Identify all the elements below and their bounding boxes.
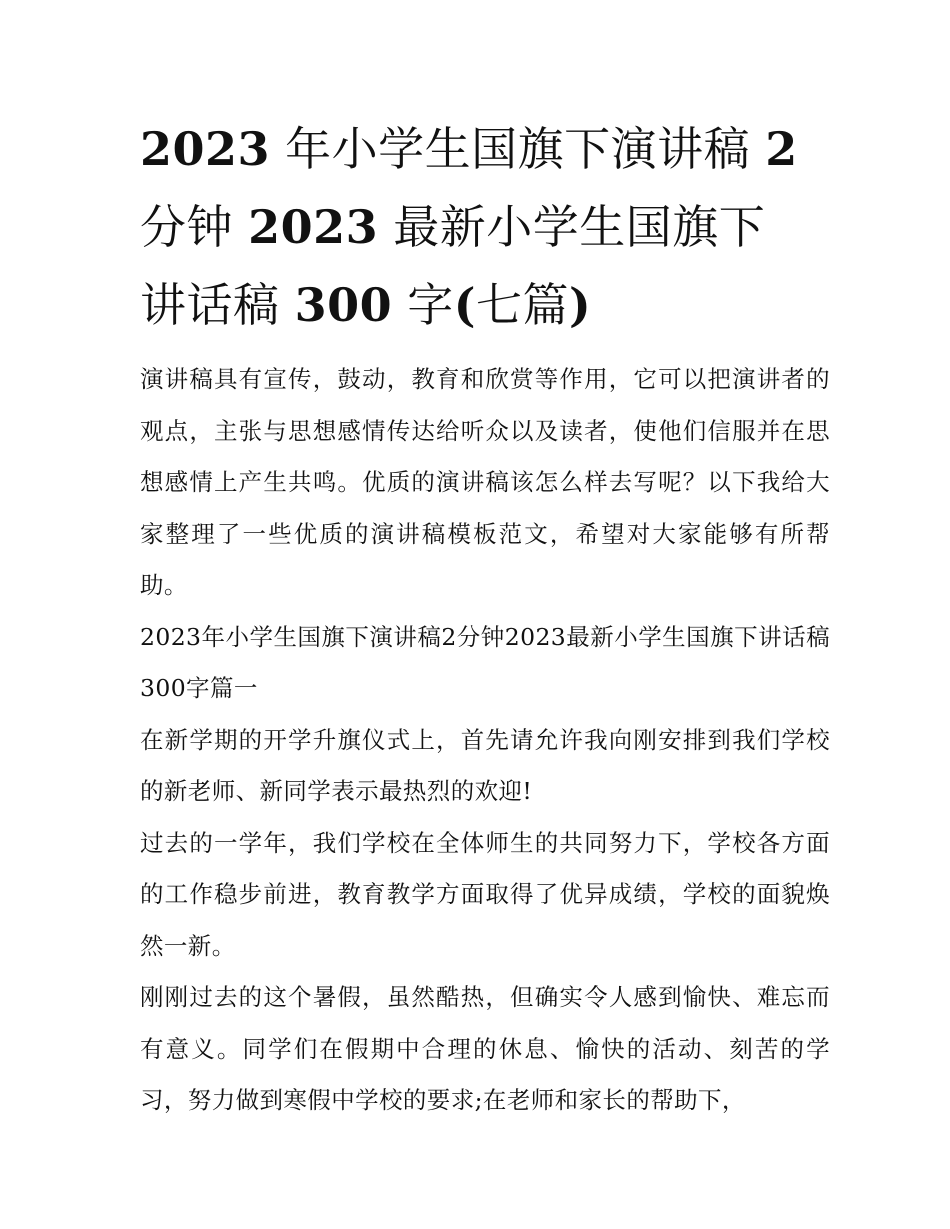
intro-paragraph: 演讲稿具有宣传，鼓动，教育和欣赏等作用，它可以把演讲者的观点，主张与思想感情传达给听众以及读者，使他们信服并在思想感情上产生共鸣。优质的演讲稿该怎么样去写呢？以下我给大家整理了一些优质的演讲稿模板范文，希望对大家能够有所帮助。 [140, 365, 830, 599]
section-heading: 2023年小学生国旗下演讲稿2分钟2023最新小学生国旗下讲话稿300字篇一 [140, 622, 830, 702]
body-paragraph: 刚刚过去的这个暑假，虽然酷热，但确实令人感到愉快、难忘而有意义。同学们在假期中合理的休息、愉快的活动、刻苦的学习，努力做到寒假中学校的要求;在老师和家长的帮助下， [140, 983, 830, 1114]
document-body [140, 354, 830, 1127]
body-paragraph: 在新学期的开学升旗仪式上，首先请允许我向刚安排到我们学校的新老师、新同学表示最热烈的欢迎! [140, 725, 830, 805]
body-paragraph: 过去的一学年，我们学校在全体师生的共同努力下，学校各方面的工作稳步前进，教育教学方面取得了优异成绩，学校的面貌焕然一新。 [140, 828, 830, 960]
document-title: 2023 年小学生国旗下演讲稿 2 分钟 2023 最新小学生国旗下 讲话稿 300 字(七篇) [140, 122, 798, 332]
document-page [140, 110, 830, 1127]
